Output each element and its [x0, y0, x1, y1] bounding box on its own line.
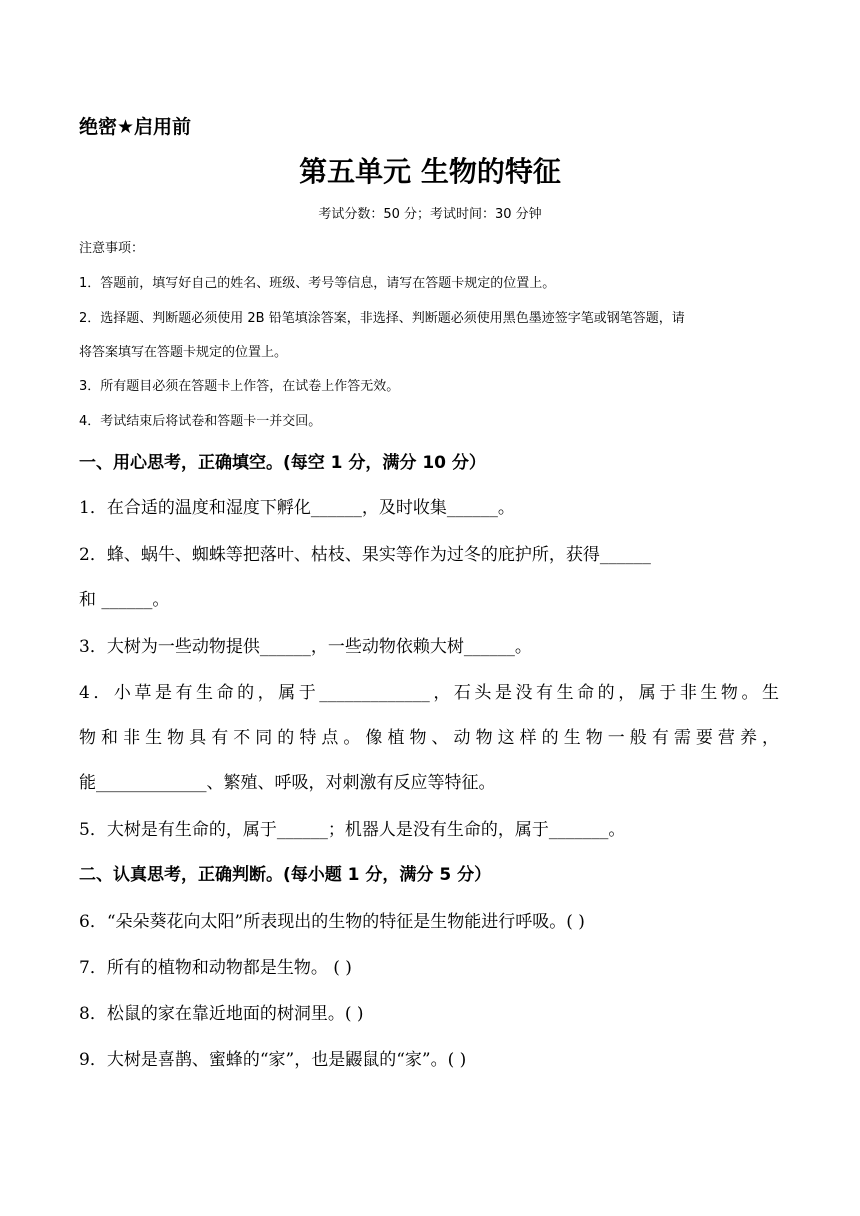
question-line: 物和非生物具有不同的特点。像植物、动物这样的生物一般有需要营养，: [79, 728, 779, 748]
question-line: 4．小草是有生命的，属于_____________，石头是没有生命的，属于非生物。生: [79, 683, 779, 703]
note-item: 3．所有题目必须在答题卡上作答，在试卷上作答无效。: [79, 379, 400, 394]
exam-info: 考试分数：50 分；考试时间：30 分钟: [318, 207, 542, 222]
notes-heading: 注意事项：: [79, 241, 145, 256]
question-line: 9．大树是喜鹊、蜜蜂的“家”，也是鼹鼠的“家”。( ): [79, 1050, 467, 1070]
question-line: 3．大树为一些动物提供______，一些动物依赖大树______。: [79, 637, 532, 657]
section-2-heading: 二、认真思考，正确判断。(每小题 1 分，满分 5 分）: [79, 865, 492, 885]
question-line: 5．大树是有生命的，属于______；机器人是没有生命的，属于_______。: [79, 820, 626, 840]
note-item: 2．选择题、判断题必须使用 2B 铅笔填涂答案，非选择、判断题必须使用黑色墨迹签字笔或钢笔答题，请: [79, 311, 685, 326]
page-title: 第五单元 生物的特征: [299, 155, 561, 188]
section-1-heading: 一、用心思考，正确填空。(每空 1 分，满分 10 分）: [79, 453, 486, 473]
question-line: 1．在合适的温度和湿度下孵化______，及时收集______。: [79, 498, 515, 518]
note-item: 4．考试结束后将试卷和答题卡一并交回。: [79, 414, 322, 429]
question-line: 7．所有的植物和动物都是生物。 ( ): [79, 958, 352, 978]
question-line: 8．松鼠的家在靠近地面的树洞里。( ): [79, 1004, 364, 1024]
secret-label: 绝密★启用前: [79, 116, 192, 138]
question-line: 能_____________、繁殖、呼吸，对刺激有反应等特征。: [79, 773, 496, 793]
question-line: 2．蜂、蜗牛、蜘蛛等把落叶、枯枝、果实等作为过冬的庇护所，获得______: [79, 545, 651, 565]
question-line: 和 ______。: [79, 590, 170, 610]
note-item: 1．答题前，填写好自己的姓名、班级、考号等信息，请写在答题卡规定的位置上。: [79, 276, 556, 291]
note-item: 将答案填写在答题卡规定的位置上。: [79, 345, 288, 360]
question-line: 6．“朵朵葵花向太阳”所表现出的生物的特征是生物能进行呼吸。( ): [79, 912, 585, 932]
